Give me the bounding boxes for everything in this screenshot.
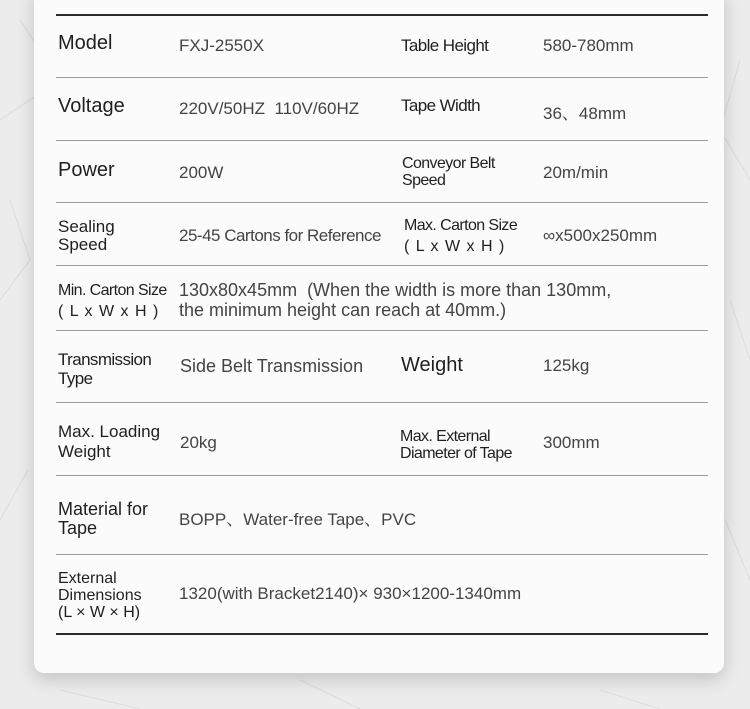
value-material-for-tape: BOPP、Water-free Tape、PVC [179,510,417,529]
value-max-loading-weight: 20kg [180,433,217,452]
row-divider [56,77,708,78]
value-external-dimensions: 1320(with Bracket2140)× 930×1200-1340mm [179,584,522,603]
label-model: Model [58,32,113,54]
label-line: Min. Carton Size [58,282,167,299]
value-power: 200W [179,163,224,182]
label-line: Dimensions [58,587,142,604]
label-line: Speed [402,172,446,189]
label-transmission-type [58,350,151,388]
value-weight: 125kg [543,356,590,375]
row-divider [56,330,708,331]
label-power: Power [58,159,115,181]
value-tape-width: 36、48mm [543,104,627,123]
value-max-external-diameter: 300mm [543,433,600,452]
label-line: Diameter of Tape [400,445,512,462]
label-line: Material for [58,499,149,519]
value-table-height: 580-780mm [543,36,634,55]
label-external-dimensions [58,570,142,621]
label-line: Weight [58,442,111,461]
label-weight: Weight [401,354,463,376]
label-line: Max. Loading [58,422,161,441]
label-max-external-diameter [400,428,512,462]
label-min-carton-size [58,280,167,322]
row-divider [56,265,708,266]
label-line: External [58,570,117,587]
row-divider [56,140,708,141]
label-line: Max. Carton Size [404,217,518,234]
label-line: Speed [58,235,108,254]
label-sealing-speed [58,218,115,254]
label-table-height: Table Height [401,36,489,55]
label-line: Tape [58,518,98,538]
label-tape-width: Tape Width [401,96,481,115]
label-line: Sealing [58,217,115,236]
value-max-carton-size: ∞x500x250mm [543,226,658,245]
label-material-for-tape [58,500,148,538]
row-divider [56,402,708,403]
value-voltage: 220V/50HZ 110V/60HZ [179,99,360,118]
row-divider [56,202,708,203]
label-line: Type [58,369,93,388]
value-min-carton-size [179,280,611,320]
value-transmission-type: Side Belt Transmission [180,356,364,376]
label-line: (L × W × H) [58,604,141,621]
label-max-loading-weight [58,422,160,462]
label-line: Max. External [400,428,491,445]
row-divider [56,475,708,476]
label-line: ( L x W x H ) [404,238,506,255]
table-bottom-rule [56,633,708,635]
label-line: ( L x W x H ) [58,303,160,320]
value-line: 130x80x45mm (When the width is more than 130mm, [179,280,612,300]
value-sealing-speed: 25-45 Cartons for Reference [179,226,381,245]
value-line: the minimum height can reach at 40mm.) [179,300,507,320]
table-top-rule [56,14,708,16]
label-line: Transmission [58,350,152,369]
label-max-carton-size [404,215,517,257]
label-line: Conveyor Belt [402,155,495,172]
label-voltage: Voltage [58,95,125,117]
value-conveyor-belt-speed: 20m/min [543,163,609,182]
label-conveyor-belt-speed [402,155,495,189]
value-model: FXJ-2550X [179,36,265,55]
row-divider [56,554,708,555]
